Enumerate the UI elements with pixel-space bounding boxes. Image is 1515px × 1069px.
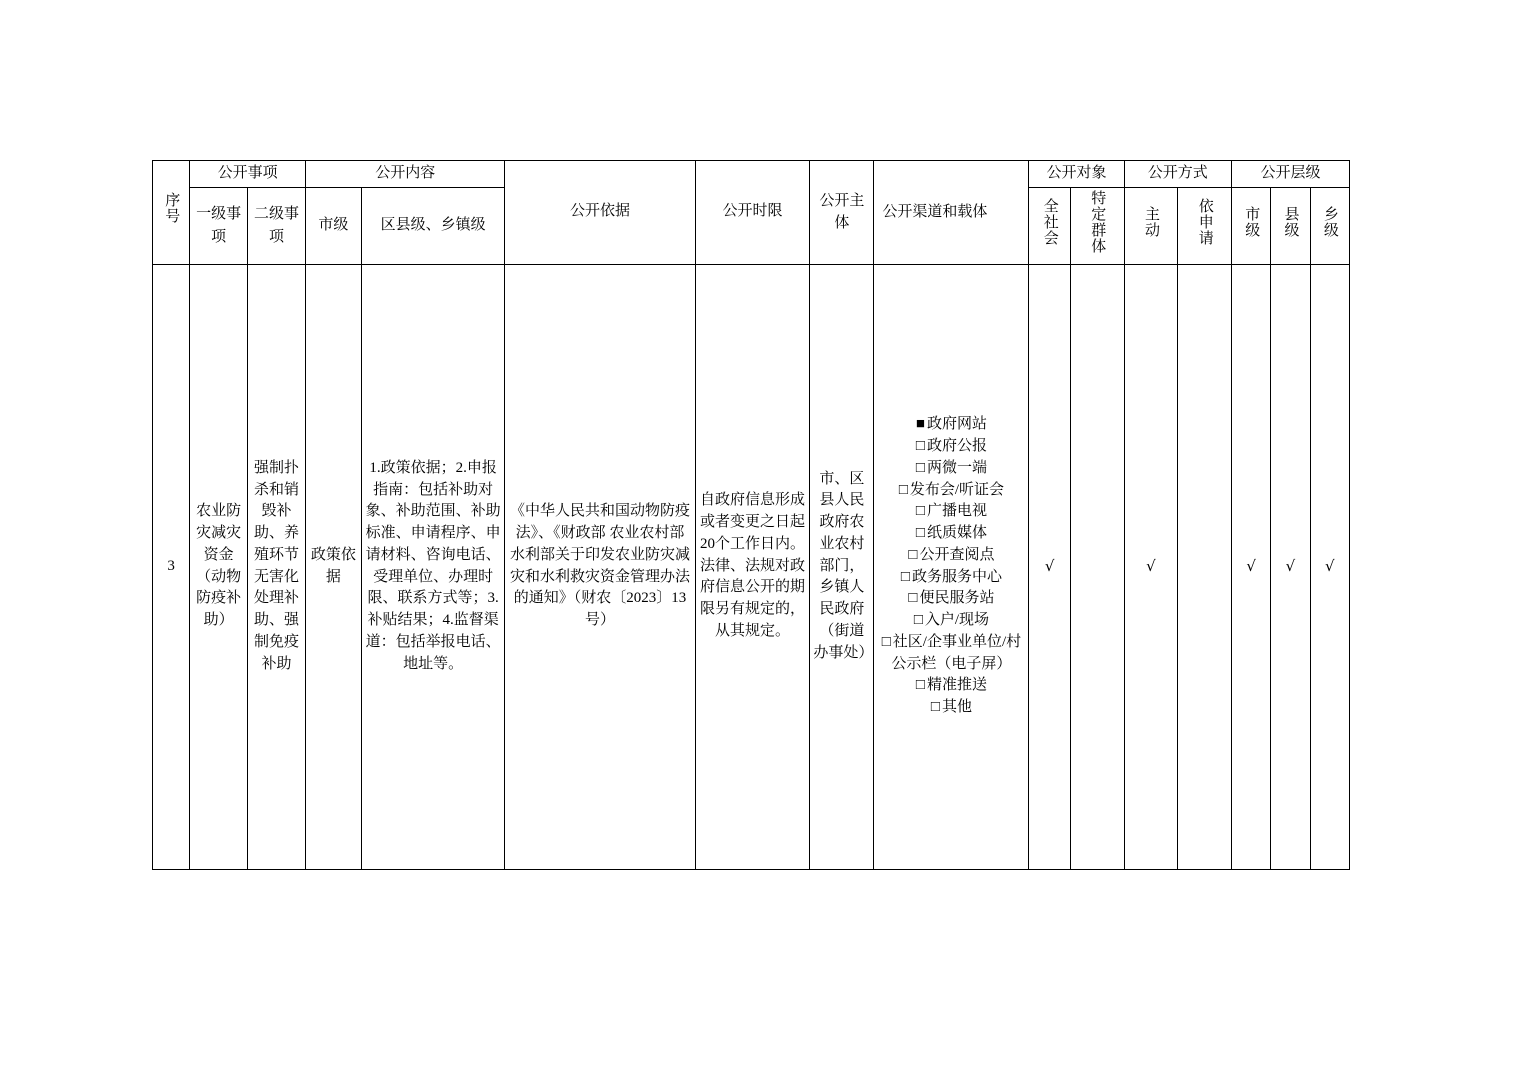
cell-subject: 市、区县人民政府农业农村部门，乡镇人民政府（街道办事处） — [810, 264, 874, 869]
table-row — [153, 264, 1350, 869]
cell-serial: 3 — [153, 264, 190, 869]
header-city: 市级 — [1232, 187, 1271, 264]
header-district-town-level: 区县级、乡镇级 — [361, 187, 505, 264]
header-county: 县级 — [1271, 187, 1310, 264]
channel-checkbox-item[interactable]: □ 发布会/听证会 — [877, 480, 1025, 502]
cell-basis: 《中华人民共和国动物防疫法》、《财政部 农业农村部 水利部关于印发农业防灾减灾和水利救灾资金管理办法的通知》（财农〔2023〕13号） — [505, 264, 695, 869]
channel-checkbox-item[interactable]: □ 社区/企事业单位/村公示栏（电子屏） — [877, 632, 1025, 676]
header-public-items: 公开事项 — [190, 161, 306, 188]
channel-checkbox-item[interactable]: □ 精准推送 — [877, 675, 1025, 697]
cell-on-request — [1178, 264, 1232, 869]
cell-county: √ — [1271, 264, 1310, 869]
header-level1-item: 一级事项 — [190, 187, 248, 264]
header-level: 公开层级 — [1232, 161, 1350, 188]
cell-city-level: 政策依据 — [305, 264, 361, 869]
header-basis: 公开依据 — [505, 161, 695, 265]
header-township: 乡级 — [1310, 187, 1349, 264]
cell-level2-item: 强制扑杀和销毁补助、养殖环节无害化处理补助、强制免疫补助 — [248, 264, 306, 869]
cell-level1-item: 农业防灾减灾资金（动物防疫补助） — [190, 264, 248, 869]
cell-active: √ — [1124, 264, 1178, 869]
header-audience: 公开对象 — [1029, 161, 1124, 188]
channel-checkbox-item[interactable]: □ 政府公报 — [877, 436, 1025, 458]
cell-township: √ — [1310, 264, 1349, 869]
channel-checkbox-item[interactable]: □ 广播电视 — [877, 501, 1025, 523]
header-level2-item: 二级事项 — [248, 187, 306, 264]
header-row-groups — [153, 161, 1350, 188]
header-channels: 公开渠道和载体 — [874, 161, 1029, 265]
header-method: 公开方式 — [1124, 161, 1231, 188]
cell-city: √ — [1232, 264, 1271, 869]
cell-channels — [874, 264, 1029, 869]
header-whole-society: 全社会 — [1029, 187, 1070, 264]
channel-checkbox-item[interactable]: □ 入户/现场 — [877, 610, 1025, 632]
channel-checkbox-item[interactable]: □ 其他 — [877, 697, 1025, 719]
header-on-request: 依申请 — [1178, 187, 1232, 264]
header-specific-group: 特定群体 — [1070, 187, 1124, 264]
channel-checkbox-item[interactable]: □ 公开查阅点 — [877, 545, 1025, 567]
header-serial: 序号 — [153, 161, 190, 265]
header-deadline: 公开时限 — [695, 161, 810, 265]
disclosure-table — [152, 160, 1350, 870]
header-subject: 公开主体 — [810, 161, 874, 265]
cell-district-town-level: 1.政策依据；2.申报指南：包括补助对象、补助范围、补助标准、申请程序、申请材料、咨询电话、受理单位、办理时限、联系方式等；3.补贴结果；4.监督渠道：包括举报电话、地址等。 — [361, 264, 505, 869]
header-city-level: 市级 — [305, 187, 361, 264]
channel-checkbox-item[interactable]: □ 便民服务站 — [877, 588, 1025, 610]
channel-checkbox-item[interactable]: □ 政务服务中心 — [877, 567, 1025, 589]
cell-whole-society: √ — [1029, 264, 1070, 869]
channel-checkbox-item[interactable]: ■ 政府网站 — [877, 414, 1025, 436]
channel-checkbox-item[interactable]: □ 纸质媒体 — [877, 523, 1025, 545]
cell-specific-group — [1070, 264, 1124, 869]
channel-checkbox-item[interactable]: □ 两微一端 — [877, 458, 1025, 480]
header-public-content: 公开内容 — [305, 161, 504, 188]
header-active: 主动 — [1124, 187, 1178, 264]
cell-deadline: 自政府信息形成或者变更之日起20个工作日内。法律、法规对政府信息公开的期限另有规定的，从其规定。 — [695, 264, 810, 869]
